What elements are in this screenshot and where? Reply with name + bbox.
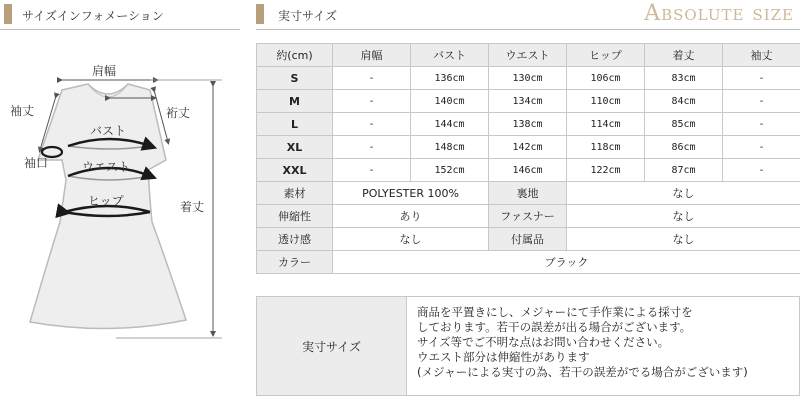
material-value: POLYESTER 100%	[333, 182, 489, 205]
table-row	[257, 136, 800, 159]
fastener-value: なし	[567, 205, 800, 228]
table-cell: -	[723, 67, 800, 90]
table-cell: 86cm	[645, 136, 723, 159]
table-cell: 148cm	[411, 136, 489, 159]
attr-row-stretch	[257, 205, 800, 228]
accessory-value: なし	[567, 228, 800, 251]
fastener-label: ファスナー	[489, 205, 567, 228]
accent-bar	[256, 4, 264, 24]
table-cell: 142cm	[489, 136, 567, 159]
size-cell: M	[257, 90, 333, 113]
brand-watermark: Absolute size	[644, 1, 794, 26]
table-row	[257, 113, 800, 136]
table-cell: -	[333, 159, 411, 182]
table-cell: 138cm	[489, 113, 567, 136]
material-label: 素材	[257, 182, 333, 205]
header-cell: バスト	[411, 44, 489, 67]
accent-bar	[4, 4, 12, 24]
size-table	[256, 43, 800, 274]
header-cell: 約(cm)	[257, 44, 333, 67]
header-cell: ヒップ	[567, 44, 645, 67]
size-cell: L	[257, 113, 333, 136]
header-cell: 袖丈	[723, 44, 800, 67]
label-waist: ウエスト	[82, 160, 131, 174]
sheer-value: なし	[333, 228, 489, 251]
table-cell: 118cm	[567, 136, 645, 159]
color-value: ブラック	[333, 251, 800, 274]
lining-value: なし	[567, 182, 800, 205]
header-cell: 着丈	[645, 44, 723, 67]
table-cell: 144cm	[411, 113, 489, 136]
table-cell: -	[333, 90, 411, 113]
label-bust: バスト	[90, 124, 127, 138]
table-cell: 87cm	[645, 159, 723, 182]
dress-diagram	[0, 40, 240, 360]
notes-line: ウエスト部分は伸縮性があります	[417, 350, 590, 364]
label-length: 着丈	[180, 200, 205, 214]
table-cell: 114cm	[567, 113, 645, 136]
notes-line: しております。若干の誤差が出る場合がございます。	[417, 320, 692, 334]
table-cell: -	[333, 67, 411, 90]
table-cell: 106cm	[567, 67, 645, 90]
actual-size-title: 実寸サイズ	[278, 9, 338, 23]
table-cell: 83cm	[645, 67, 723, 90]
notes-line: 商品を平置きにし、メジャーにて手作業による採寸を	[417, 305, 693, 319]
attr-row-color	[257, 251, 800, 274]
size-info-title: サイズインフォメーション	[22, 9, 164, 23]
table-cell: 134cm	[489, 90, 567, 113]
table-cell: -	[333, 113, 411, 136]
table-cell: 130cm	[489, 67, 567, 90]
attr-row-sheer	[257, 228, 800, 251]
sheer-label: 透け感	[257, 228, 333, 251]
label-yuki: 裄丈	[166, 106, 191, 120]
table-row	[257, 90, 800, 113]
notes-box	[256, 296, 800, 396]
lining-label: 裏地	[489, 182, 567, 205]
table-cell: -	[723, 113, 800, 136]
table-cell: 85cm	[645, 113, 723, 136]
size-cell: XXL	[257, 159, 333, 182]
table-header-row	[257, 44, 800, 67]
attr-row-material	[257, 182, 800, 205]
label-cuff: 袖口	[24, 156, 49, 170]
table-cell: 140cm	[411, 90, 489, 113]
table-cell: 136cm	[411, 67, 489, 90]
header-cell: 肩幅	[333, 44, 411, 67]
label-hip: ヒップ	[88, 194, 124, 208]
table-cell: 84cm	[645, 90, 723, 113]
accessory-label: 付属品	[489, 228, 567, 251]
size-info-header	[0, 0, 240, 30]
notes-body	[407, 297, 758, 395]
label-shoulder: 肩幅	[92, 64, 117, 78]
table-cell: 122cm	[567, 159, 645, 182]
notes-line: サイズ等でご不明な点はお問い合わせください。	[417, 335, 670, 349]
size-cell: XL	[257, 136, 333, 159]
table-row	[257, 67, 800, 90]
table-cell: -	[723, 90, 800, 113]
stretch-label: 伸縮性	[257, 205, 333, 228]
notes-line: (メジャーによる実寸の為、若干の誤差がでる場合がございます)	[417, 365, 748, 379]
table-cell: 110cm	[567, 90, 645, 113]
table-cell: -	[333, 136, 411, 159]
stretch-value: あり	[333, 205, 489, 228]
actual-size-header	[256, 0, 800, 30]
header-cell: ウエスト	[489, 44, 567, 67]
table-cell: 152cm	[411, 159, 489, 182]
label-sleeve-length: 袖丈	[10, 104, 35, 118]
table-cell: 146cm	[489, 159, 567, 182]
table-cell: -	[723, 159, 800, 182]
color-label: カラー	[257, 251, 333, 274]
size-cell: S	[257, 67, 333, 90]
table-row	[257, 159, 800, 182]
notes-label: 実寸サイズ	[257, 297, 407, 395]
table-cell: -	[723, 136, 800, 159]
